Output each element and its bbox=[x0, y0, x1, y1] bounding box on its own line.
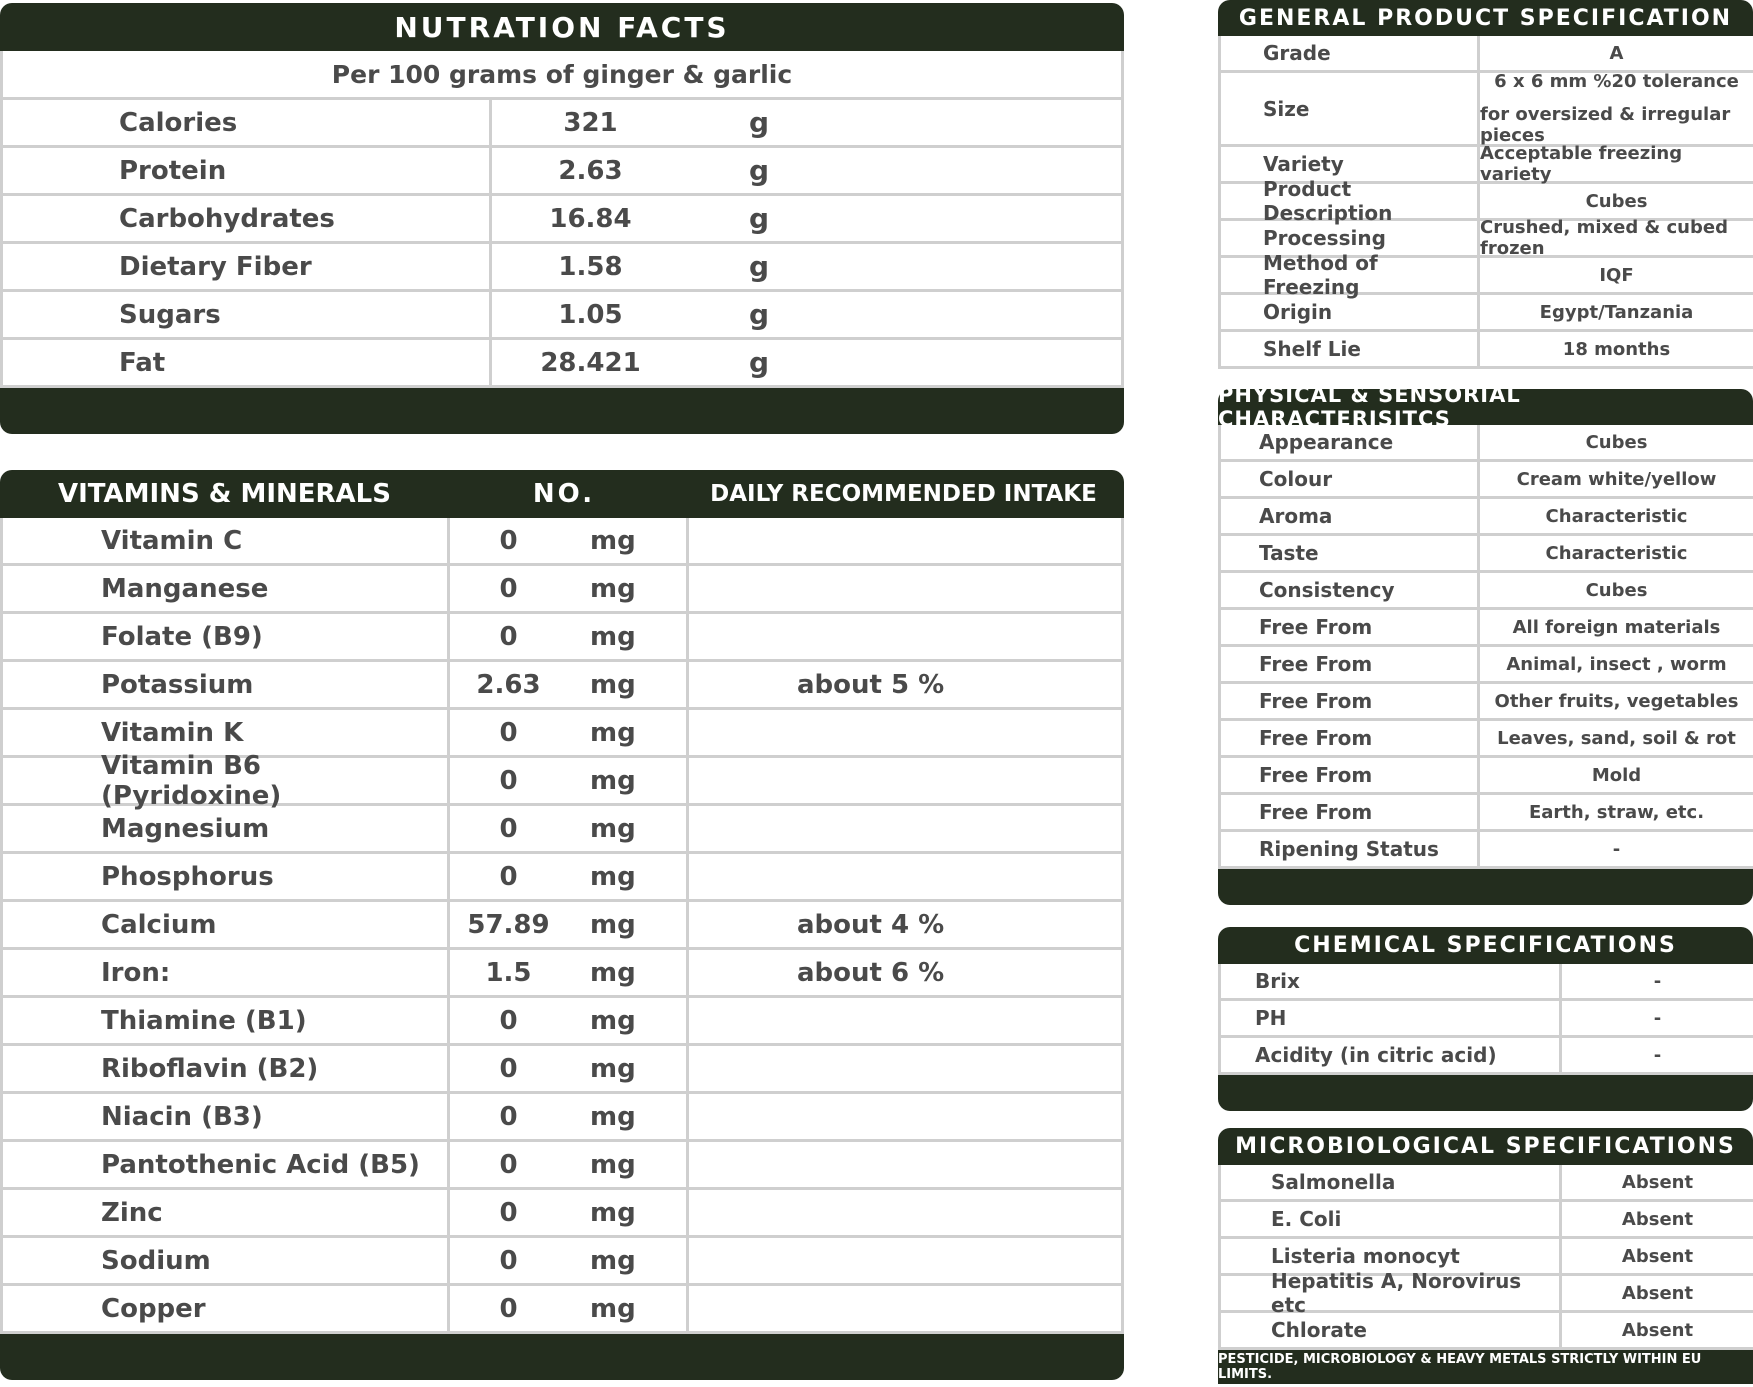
vitamin-name: Vitamin C bbox=[101, 525, 243, 556]
vitamin-value: 0 bbox=[447, 998, 567, 1043]
vitamin-daily-intake bbox=[686, 1142, 1121, 1187]
vitamin-name: Vitamin B6 (Pyridoxine) bbox=[101, 750, 282, 811]
vitamin-name: Calcium bbox=[101, 909, 217, 940]
vitamin-name: Pantothenic Acid (B5) bbox=[101, 1149, 420, 1180]
vitamin-value: 0 bbox=[447, 518, 567, 563]
nutrient-name: Protein bbox=[119, 155, 227, 186]
vitamin-row bbox=[0, 902, 1124, 950]
vitamin-value: 0 bbox=[447, 1190, 567, 1235]
nutrient-unit: g bbox=[749, 202, 770, 235]
physical-spec-row bbox=[1218, 795, 1753, 832]
general-spec-row bbox=[1218, 332, 1753, 369]
nutrient-value: 2.63 bbox=[489, 148, 689, 193]
spec-value: 18 months bbox=[1477, 332, 1753, 366]
nutrient-name: Sugars bbox=[119, 299, 221, 330]
spec-value: All foreign materials bbox=[1477, 610, 1753, 644]
vitamin-daily-intake bbox=[686, 1046, 1121, 1091]
vitamins-col-intake-header: DAILY RECOMMENDED INTAKE bbox=[710, 481, 1097, 507]
nutrition-facts-footer bbox=[0, 388, 1124, 434]
spec-value: Mold bbox=[1477, 758, 1753, 792]
vitamin-daily-intake: about 5 % bbox=[686, 662, 1121, 707]
vitamin-unit: mg bbox=[590, 1005, 636, 1036]
micro-spec-row bbox=[1218, 1202, 1753, 1239]
spec-value: Absent bbox=[1559, 1313, 1753, 1347]
spec-value bbox=[1477, 73, 1753, 144]
general-spec-row bbox=[1218, 73, 1753, 147]
vitamin-name: Vitamin K bbox=[101, 717, 244, 748]
spec-key: E. Coli bbox=[1271, 1207, 1342, 1231]
vitamin-name: Magnesium bbox=[101, 813, 270, 844]
vitamin-unit: mg bbox=[590, 1197, 636, 1228]
nutrient-value: 1.05 bbox=[489, 292, 689, 337]
vitamin-unit: mg bbox=[590, 1149, 636, 1180]
spec-key: Free From bbox=[1259, 652, 1373, 676]
vitamin-daily-intake bbox=[686, 1094, 1121, 1139]
vitamin-value: 0 bbox=[447, 806, 567, 851]
vitamin-row bbox=[0, 1046, 1124, 1094]
micro-spec-row bbox=[1218, 1313, 1753, 1350]
spec-value: - bbox=[1477, 832, 1753, 866]
spec-key: Free From bbox=[1259, 689, 1373, 713]
physical-spec-row bbox=[1218, 462, 1753, 499]
vitamin-daily-intake bbox=[686, 1190, 1121, 1235]
vitamin-name: Phosphorus bbox=[101, 861, 274, 892]
nutrient-row bbox=[0, 148, 1124, 196]
physical-spec-row bbox=[1218, 721, 1753, 758]
nutrient-value: 16.84 bbox=[489, 196, 689, 241]
spec-value: Cream white/yellow bbox=[1477, 462, 1753, 496]
spec-key: Ripening Status bbox=[1259, 837, 1439, 861]
spec-value: Egypt/Tanzania bbox=[1477, 295, 1753, 329]
vitamin-daily-intake bbox=[686, 614, 1121, 659]
physical-spec-row bbox=[1218, 536, 1753, 573]
general-spec-row bbox=[1218, 295, 1753, 332]
spec-value: Earth, straw, etc. bbox=[1477, 795, 1753, 829]
vitamin-unit: mg bbox=[590, 1245, 636, 1276]
vitamin-value: 0 bbox=[447, 1046, 567, 1091]
vitamin-daily-intake bbox=[686, 854, 1121, 899]
vitamin-unit: mg bbox=[590, 813, 636, 844]
spec-key: Method of Freezing bbox=[1263, 251, 1378, 299]
general-spec-table bbox=[1218, 0, 1753, 369]
vitamin-value: 0 bbox=[447, 1238, 567, 1283]
nutrition-facts-subtitle: Per 100 grams of ginger & garlic bbox=[0, 51, 1124, 100]
vitamin-unit: mg bbox=[590, 525, 636, 556]
physical-spec-row bbox=[1218, 573, 1753, 610]
spec-key: Origin bbox=[1263, 300, 1333, 324]
nutrition-facts-table bbox=[0, 3, 1124, 434]
vitamin-daily-intake bbox=[686, 566, 1121, 611]
spec-value: Crushed, mixed & cubed frozen bbox=[1477, 221, 1753, 255]
spec-key: Aroma bbox=[1259, 504, 1333, 528]
vitamin-value: 0 bbox=[447, 710, 567, 755]
vitamins-col-name-header: VITAMINS & MINERALS bbox=[58, 479, 391, 509]
vitamin-daily-intake: about 4 % bbox=[686, 902, 1121, 947]
vitamin-unit: mg bbox=[590, 1053, 636, 1084]
general-spec-row bbox=[1218, 177, 1753, 225]
physical-spec-row bbox=[1218, 684, 1753, 721]
vitamin-row bbox=[0, 950, 1124, 998]
spec-value: Characteristic bbox=[1477, 499, 1753, 533]
vitamins-minerals-table bbox=[0, 470, 1124, 1380]
vitamin-daily-intake bbox=[686, 1238, 1121, 1283]
spec-key: Size bbox=[1263, 96, 1310, 121]
spec-key: Salmonella bbox=[1271, 1170, 1396, 1194]
spec-key: PH bbox=[1255, 1006, 1287, 1030]
vitamin-row bbox=[0, 1286, 1124, 1334]
vitamins-header bbox=[0, 470, 1124, 518]
spec-value: Cubes bbox=[1477, 425, 1753, 459]
spec-value: - bbox=[1559, 1001, 1753, 1035]
spec-key: Free From bbox=[1259, 615, 1373, 639]
spec-key: Listeria monocyt bbox=[1271, 1244, 1460, 1268]
spec-key: Acidity (in citric acid) bbox=[1255, 1043, 1497, 1067]
vitamin-row bbox=[0, 1238, 1124, 1286]
vitamin-row bbox=[0, 1190, 1124, 1238]
nutrient-row bbox=[0, 196, 1124, 244]
spec-value: Absent bbox=[1559, 1239, 1753, 1273]
spec-value-line1: 6 x 6 mm %20 tolerance bbox=[1494, 71, 1739, 92]
vitamin-unit: mg bbox=[590, 861, 636, 892]
spec-key: Taste bbox=[1259, 541, 1319, 565]
vitamin-name: Niacin (B3) bbox=[101, 1101, 263, 1132]
vitamin-name: Iron: bbox=[101, 957, 171, 988]
vitamin-unit: mg bbox=[590, 909, 636, 940]
spec-key: Product Description bbox=[1263, 177, 1393, 225]
general-spec-header: GENERAL PRODUCT SPECIFICATION bbox=[1218, 0, 1753, 36]
spec-value: - bbox=[1559, 964, 1753, 998]
vitamin-unit: mg bbox=[590, 957, 636, 988]
spec-key: Appearance bbox=[1259, 430, 1394, 454]
vitamin-row bbox=[0, 1142, 1124, 1190]
vitamins-footer bbox=[0, 1334, 1124, 1380]
vitamin-row bbox=[0, 806, 1124, 854]
spec-value: IQF bbox=[1477, 258, 1753, 292]
spec-value: Characteristic bbox=[1477, 536, 1753, 570]
vitamin-unit: mg bbox=[590, 717, 636, 748]
spec-key: Shelf Lie bbox=[1263, 337, 1361, 361]
physical-spec-row bbox=[1218, 832, 1753, 869]
vitamin-row bbox=[0, 750, 1124, 811]
micro-spec-row bbox=[1218, 1165, 1753, 1202]
vitamin-value: 0 bbox=[447, 758, 567, 803]
chemical-footer bbox=[1218, 1075, 1753, 1111]
nutrient-row bbox=[0, 244, 1124, 292]
nutrient-row bbox=[0, 292, 1124, 340]
vitamin-unit: mg bbox=[590, 573, 636, 604]
spec-value: Acceptable freezing variety bbox=[1477, 147, 1753, 181]
vitamin-value: 1.5 bbox=[447, 950, 567, 995]
spec-value: - bbox=[1559, 1038, 1753, 1072]
nutrient-value: 321 bbox=[489, 100, 689, 145]
vitamin-name: Manganese bbox=[101, 573, 269, 604]
microbiological-spec-table bbox=[1218, 1128, 1753, 1384]
nutrient-unit: g bbox=[749, 154, 770, 187]
vitamin-value: 0 bbox=[447, 1142, 567, 1187]
nutrient-row bbox=[0, 100, 1124, 148]
nutrient-unit: g bbox=[749, 346, 770, 379]
vitamin-name: Thiamine (B1) bbox=[101, 1005, 307, 1036]
spec-value: Leaves, sand, soil & rot bbox=[1477, 721, 1753, 755]
vitamin-row bbox=[0, 662, 1124, 710]
nutrient-name: Fat bbox=[119, 347, 166, 378]
vitamin-row bbox=[0, 566, 1124, 614]
spec-value: Cubes bbox=[1477, 184, 1753, 218]
vitamin-name: Zinc bbox=[101, 1197, 163, 1228]
vitamin-daily-intake bbox=[686, 710, 1121, 755]
vitamin-name: Riboflavin (B2) bbox=[101, 1053, 319, 1084]
vitamin-row bbox=[0, 998, 1124, 1046]
spec-key: Free From bbox=[1259, 763, 1373, 787]
physical-sensorial-table bbox=[1218, 383, 1753, 905]
physical-spec-row bbox=[1218, 610, 1753, 647]
physical-footer bbox=[1218, 869, 1753, 905]
spec-key: Variety bbox=[1263, 152, 1344, 176]
spec-key: Colour bbox=[1259, 467, 1333, 491]
spec-value: Absent bbox=[1559, 1276, 1753, 1310]
vitamin-value: 0 bbox=[447, 614, 567, 659]
vitamin-daily-intake: about 6 % bbox=[686, 950, 1121, 995]
spec-value: Animal, insect , worm bbox=[1477, 647, 1753, 681]
micro-footnote: PESTICIDE, MICROBIOLOGY & HEAVY METALS STRICTLY WITHIN EU LIMITS. bbox=[1218, 1350, 1753, 1384]
vitamin-row bbox=[0, 518, 1124, 566]
nutrient-value: 1.58 bbox=[489, 244, 689, 289]
spec-key: Free From bbox=[1259, 726, 1373, 750]
spec-value: A bbox=[1477, 36, 1753, 70]
general-spec-row bbox=[1218, 251, 1753, 299]
chemical-spec-row bbox=[1218, 1038, 1753, 1075]
vitamin-daily-intake bbox=[686, 758, 1121, 803]
physical-spec-row bbox=[1218, 425, 1753, 462]
physical-spec-row bbox=[1218, 758, 1753, 795]
vitamin-row bbox=[0, 1094, 1124, 1142]
spec-value-line2: for oversized & irregular pieces bbox=[1480, 104, 1731, 146]
nutrient-name: Dietary Fiber bbox=[119, 251, 312, 282]
micro-spec-row bbox=[1218, 1269, 1753, 1317]
spec-key: Consistency bbox=[1259, 578, 1395, 602]
physical-header: PHYSICAL & SENSORIAL CHARACTERISITCS bbox=[1218, 389, 1753, 425]
vitamin-value: 2.63 bbox=[447, 662, 567, 707]
nutrition-facts-header: NUTRATION FACTS bbox=[0, 3, 1124, 51]
vitamin-name: Potassium bbox=[101, 669, 254, 700]
vitamin-row bbox=[0, 854, 1124, 902]
chemical-spec-row bbox=[1218, 964, 1753, 1001]
spec-key: Free From bbox=[1259, 800, 1373, 824]
nutrient-row bbox=[0, 340, 1124, 388]
chemical-spec-table bbox=[1218, 927, 1753, 1111]
vitamin-row bbox=[0, 614, 1124, 662]
vitamin-daily-intake bbox=[686, 998, 1121, 1043]
physical-spec-row bbox=[1218, 647, 1753, 684]
spec-value: Absent bbox=[1559, 1165, 1753, 1199]
spec-value: Absent bbox=[1559, 1202, 1753, 1236]
vitamin-value: 0 bbox=[447, 1286, 567, 1331]
spec-key: Brix bbox=[1255, 969, 1300, 993]
nutrient-name: Calories bbox=[119, 107, 238, 138]
nutrient-value: 28.421 bbox=[489, 340, 689, 385]
spec-value: Cubes bbox=[1477, 573, 1753, 607]
vitamin-unit: mg bbox=[590, 1101, 636, 1132]
spec-key: Grade bbox=[1263, 41, 1331, 65]
micro-header: MICROBIOLOGICAL SPECIFICATIONS bbox=[1218, 1128, 1753, 1165]
chemical-header: CHEMICAL SPECIFICATIONS bbox=[1218, 927, 1753, 964]
nutrient-unit: g bbox=[749, 106, 770, 139]
vitamin-unit: mg bbox=[590, 669, 636, 700]
vitamin-unit: mg bbox=[590, 1293, 636, 1324]
spec-key: Chlorate bbox=[1271, 1318, 1367, 1342]
vitamin-value: 0 bbox=[447, 1094, 567, 1139]
spec-value: Other fruits, vegetables bbox=[1477, 684, 1753, 718]
vitamin-name: Copper bbox=[101, 1293, 206, 1324]
vitamin-value: 57.89 bbox=[447, 902, 567, 947]
general-spec-row bbox=[1218, 36, 1753, 73]
spec-key: Hepatitis A, Norovirus etc bbox=[1271, 1269, 1522, 1317]
vitamin-value: 0 bbox=[447, 854, 567, 899]
vitamin-value: 0 bbox=[447, 566, 567, 611]
vitamins-col-no-header: NO. bbox=[532, 479, 596, 509]
vitamin-name: Folate (B9) bbox=[101, 621, 263, 652]
nutrient-name: Carbohydrates bbox=[119, 203, 335, 234]
chemical-spec-row bbox=[1218, 1001, 1753, 1038]
spec-key: Processing bbox=[1263, 226, 1386, 250]
vitamin-unit: mg bbox=[590, 621, 636, 652]
nutrient-unit: g bbox=[749, 250, 770, 283]
vitamin-name: Sodium bbox=[101, 1245, 211, 1276]
physical-spec-row bbox=[1218, 499, 1753, 536]
vitamin-daily-intake bbox=[686, 806, 1121, 851]
vitamin-unit: mg bbox=[590, 765, 636, 796]
vitamin-daily-intake bbox=[686, 1286, 1121, 1331]
nutrient-unit: g bbox=[749, 298, 770, 331]
vitamin-daily-intake bbox=[686, 518, 1121, 563]
